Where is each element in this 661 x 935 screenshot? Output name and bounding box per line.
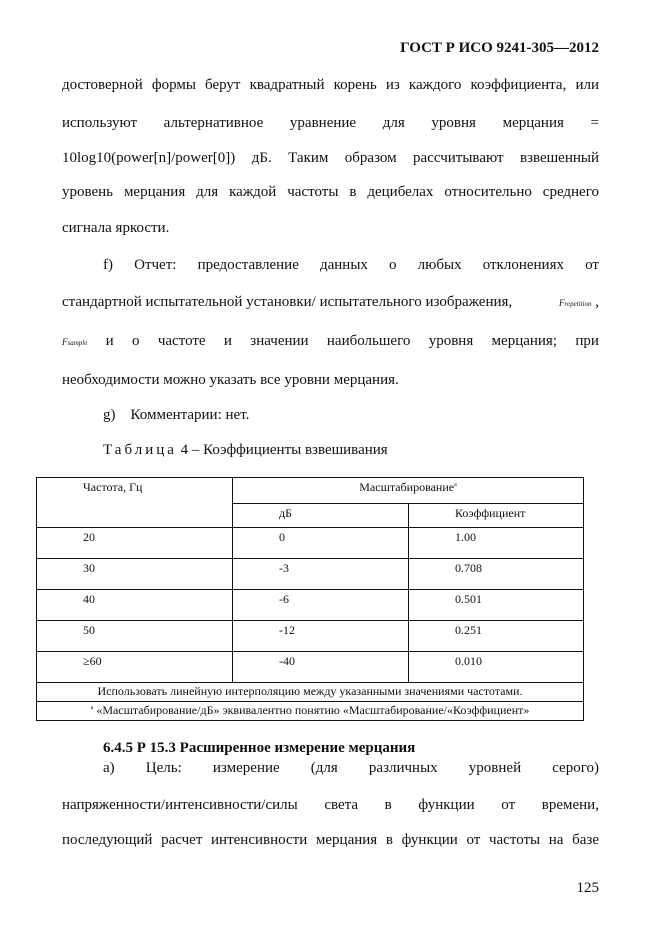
section-title: 6.4.5 Р 15.3 Расширенное измерение мерцания [103,740,416,756]
word: наибольшего [326,333,411,349]
text-line: сигнала яркости. [62,220,170,236]
table-footnote [37,702,584,721]
word: любых [417,257,462,273]
word: мерцания; [491,333,558,349]
subscript: repetition [564,300,592,308]
text-line [62,797,599,814]
formula-f-sample [62,333,87,350]
word: напряженности/интенсивности/силы [62,797,298,813]
cell-db: -3 [233,559,409,590]
weighting-table [36,477,584,721]
comma: , [595,294,599,310]
word: и [223,333,232,349]
cell-coefficient: 0.251 [409,621,584,652]
word: о [132,333,140,349]
cell-frequency: ≥60 [37,652,233,683]
page-header: ГОСТ Р ИСО 9241-305—2012 [400,40,599,56]
header-db: дБ [233,504,409,528]
cell-coefficient: 0.708 [409,559,584,590]
header-scaling-label: Масштабирование [359,480,455,494]
word: альтернативное [163,115,264,131]
word: (для [310,760,338,776]
text-line: уровень мерцания для каждой частоты в децибелах относительно среднего [62,184,599,200]
cell-db: -12 [233,621,409,652]
text-line [103,257,599,274]
word: уровня [431,115,476,131]
word: различных [368,760,438,776]
word: мерцания [502,115,564,131]
word: о [389,257,397,273]
word: от [501,797,516,813]
text-line: достоверной формы берут квадратный корень из каждого коэффициента, или [62,77,599,93]
cell-db: -40 [233,652,409,683]
table-row [37,528,584,559]
caption-text: – Коэффициенты взвешивания [191,442,388,458]
text-line [62,333,599,350]
footnote-mark: a [454,482,457,488]
cell-coefficient: 0.010 [409,652,584,683]
word: уровней [468,760,522,776]
header-frequency: Частота, Гц [37,478,233,528]
table-caption [103,442,388,459]
cell-coefficient: 0.501 [409,590,584,621]
header-coefficient: Коэффициент [409,504,584,528]
table-row [37,559,584,590]
cell-coefficient: 1.00 [409,528,584,559]
word: отклонениях [482,257,564,273]
cell-frequency: 50 [37,621,233,652]
page-number: 125 [576,880,599,896]
word: а) [103,760,115,776]
word: предоставление [197,257,299,273]
text-line: 10log10(power[n]/power[0]) дБ. Таким образом рассчитывают взвешенный [62,150,599,166]
word: от [585,257,599,273]
table-row [37,590,584,621]
caption-number: 4 [180,442,189,458]
text-line [62,115,599,132]
symbol-f: F [62,337,68,347]
word: значении [250,333,309,349]
cell-db: 0 [233,528,409,559]
word: измерение [212,760,280,776]
table-row [37,652,584,683]
text-line [62,294,599,311]
word: уравнение [289,115,357,131]
footnote-mark: a [90,705,94,711]
word: и [105,333,114,349]
word: серого) [552,760,599,776]
table-note: Использовать линейную интерполяцию между указанными значениями частотами. [37,683,584,702]
text-line: необходимости можно указать все уровни мерцания. [62,372,399,388]
word: при [575,333,599,349]
word: для [382,115,405,131]
text-line: последующий расчет интенсивности мерцания в функции от частоты на базе [62,832,599,848]
subscript: sample [67,339,88,347]
word: используют [62,115,138,131]
text-segment: стандартной испытательной установки/ испытательного изображения, [62,294,513,310]
word: Цель: [145,760,182,776]
footnote-text: «Масштабирование/дБ» эквивалентно понятию «Масштабирование/«Коэффициент» [96,703,530,717]
cell-frequency: 30 [37,559,233,590]
symbol-f: F [559,298,565,308]
word: = [590,115,599,131]
word: в [384,797,392,813]
table-row [37,621,584,652]
word: Отчет: [134,257,177,273]
cell-frequency: 40 [37,590,233,621]
formula-f-repetition [559,294,599,311]
word: времени, [541,797,599,813]
text-line: g) Комментарии: нет. [103,407,250,423]
header-scaling [233,478,584,504]
word: частоте [157,333,206,349]
word: f) [103,257,113,273]
cell-db: -6 [233,590,409,621]
word: света [324,797,359,813]
text-line [103,760,599,777]
caption-prefix: Таблица [103,442,177,458]
word: уровня [428,333,474,349]
cell-frequency: 20 [37,528,233,559]
word: данных [319,257,368,273]
word: функции [418,797,475,813]
